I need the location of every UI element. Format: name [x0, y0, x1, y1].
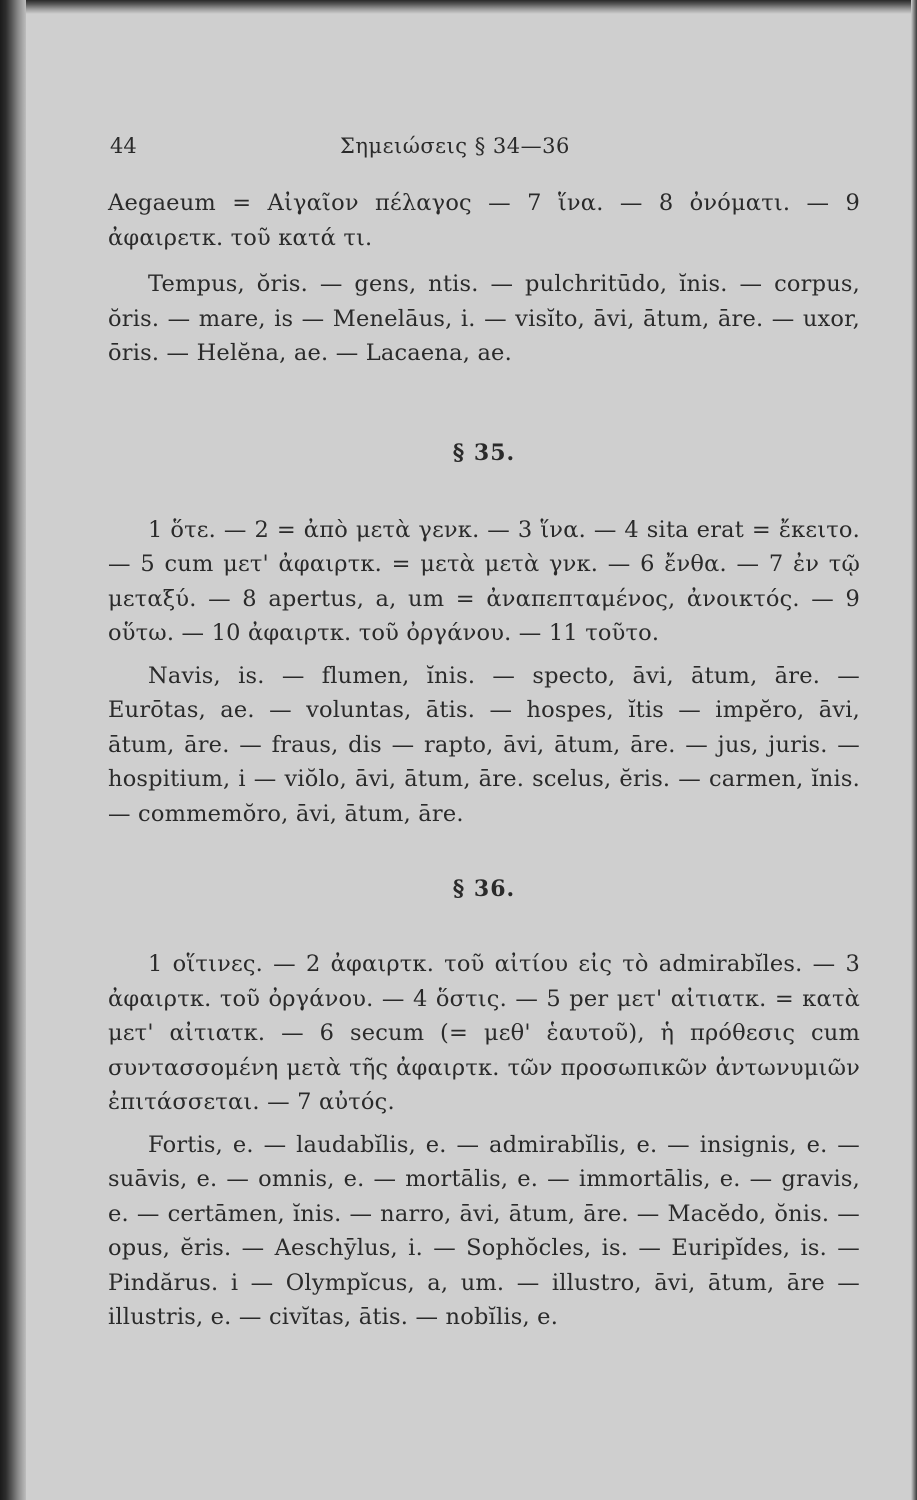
scan-edge-right — [911, 0, 917, 1500]
page-number: 44 — [110, 134, 137, 158]
vocabulary-paragraph-36: Fortis, e. — laudabĭlis, e. — admirabĭlis, e. — insignis, e. — suāvis, e. — omnis, e. — mortālis, e. — immortālis, e. — gravis, e. — certāmen, ĭnis. — narro, āvi, ātum, āre. — Macĕdo, ŏnis. — opus, ĕris. — Aeschȳlus, i. — Sophŏcles, is. — Euripĭdes, is. — Pindărus. i — Olympĭcus, a, um. — illustro, āvi, ātum, āre — illustris, e. — civĭtas, ātis. — nobĭlis, e. — [108, 1131, 860, 1330]
running-head — [108, 128, 860, 168]
note-paragraph-35: 1 ὅτε. — 2 = ἀπὸ μετὰ γενκ. — 3 ἵνα. — 4 sita erat = ἔκειτο. — 5 cum μετ' ἀφαιρτκ. = μετὰ μετὰ γνκ. — 6 ἔνθα. — 7 ἐν τῷ μεταξύ. — 8 apertus, a, um = ἀναπεπταμένος, ἀνοικτός. — 9 οὕτω. — 10 ἀφαιρτκ. τοῦ ὀργάνου. — 11 τοῦτο. — [108, 516, 860, 646]
vocabulary-paragraph-34: Tempus, ŏris. — gens, ntis. — pulchritūdo, ĭnis. — corpus, ŏris. — mare, is — Menelāus, i. — visĭto, āvi, ātum, āre. — uxor, ōris. — Helĕna, ae. — Lacaena, ae. — [108, 271, 860, 366]
scan-edge-left — [0, 0, 26, 1500]
vocabulary-paragraph-35: Navis, is. — flumen, ĭnis. — specto, āvi, ātum, āre. — Eurōtas, ae. — voluntas, ātis. — hospes, ĭtis — impĕro, āvi, ātum, āre. — fraus, dis — rapto, āvi, ātum, āre. — jus, juris. — hospitium, i — viŏlo, āvi, ātum, āre. scelus, ĕris. — carmen, ĭnis. — commemŏro, āvi, ātum, āre. — [108, 662, 860, 827]
running-head-title: Σημειώσεις § 34—36 — [340, 134, 570, 158]
section-heading-35: § 35. — [452, 439, 516, 466]
note-paragraph-36: 1 οἵτινες. — 2 ἀφαιρτκ. τοῦ αἰτίου εἰς τὸ admirabĭles. — 3 ἀφαιρτκ. τοῦ ὀργάνου. — 4 ὅστις. — 5 per μετ' αἰτιατκ. = κατὰ μετ' αἰτιατκ. — 6 secum (= μεθ' ἑαυτοῦ), ἡ πρόθεσις cum συντασσομένη μετὰ τῆς ἀφαιρτκ. τῶν προσωπικῶν ἀντωνυμιῶν ἐπιτάσσεται. — 7 αὐτός. — [108, 951, 860, 1115]
note-paragraph-34-end: Aegaeum = Αἰγαῖον πέλαγος — 7 ἵνα. — 8 ὀνόματι. — 9 ἀφαιρετκ. τοῦ κατά τι. — [108, 190, 860, 251]
book-page — [108, 128, 860, 1335]
scan-edge-top — [0, 0, 917, 14]
section-heading-36: § 36. — [452, 876, 516, 902]
